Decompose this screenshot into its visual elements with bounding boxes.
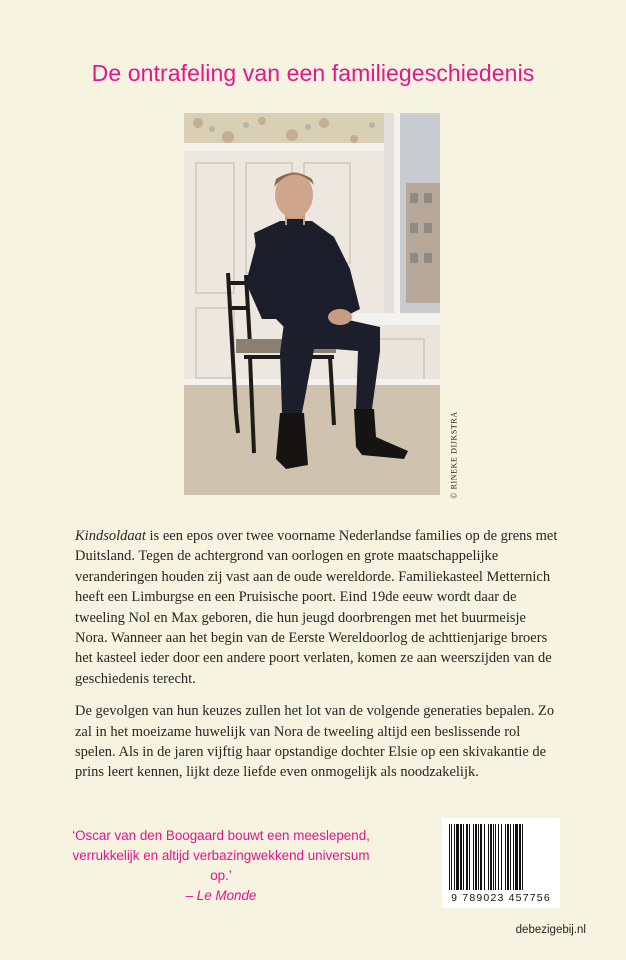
author-photo [184, 113, 440, 495]
isbn-number: 9 789023 457756 [451, 892, 551, 904]
back-cover-blurb [75, 526, 561, 795]
book-title: Kindsoldaat [75, 528, 146, 544]
press-quote [66, 826, 376, 906]
blurb-paragraph-2: De gevolgen van hun keuzes zullen het lot van de volgende generaties bepalen. Zo zal in het moeizame huwelijk van Nora de tweeling altijd een beslissende rol spelen. Als in de jaren vijftig haar opstandige dochter Elsie op een skivakantie de prins leert kennen, lijkt deze liefde even onmogelijk als noodzakelijk. [75, 703, 555, 781]
publisher-url: debezigebij.nl [515, 924, 586, 936]
quote-line-1: ‘Oscar van den Boogaard bouwt een meeslepend, [72, 828, 370, 843]
photo-credit: © RINEKE DIJKSTRA [449, 411, 459, 499]
barcode [442, 818, 560, 908]
blurb-paragraph-1 [75, 526, 561, 689]
quote-line-2: verrukkelijk en altijd verbazingwekkend universum op.’ [72, 848, 370, 883]
headline: De ontrafeling van een familiegeschiedenis [91, 60, 535, 86]
quote-source: – Le Monde [185, 888, 257, 903]
paragraph-1-text: is een epos over twee voorname Nederlandse families op de grens met Duitsland. Tegen de achtergrond van oorlogen en grote maatschappelijke veranderingen houden zij vast aan de oude wereldorde. Familiekasteel Metternich heeft een Limburgse en een Pruisische poort. Eind 19de eeuw wordt daar de tweeling Nol en Max geboren, die hun jeugd doorbrengen met het buurmeisje Nora. Wanneer aan het begin van de Eerste Wereldoorlog de achttienjarige broers het kasteel ieder door een andere poort verlaten, komen ze aan weerszijden van de geschiedenis terecht. [75, 528, 558, 687]
barcode-bars [449, 824, 553, 890]
